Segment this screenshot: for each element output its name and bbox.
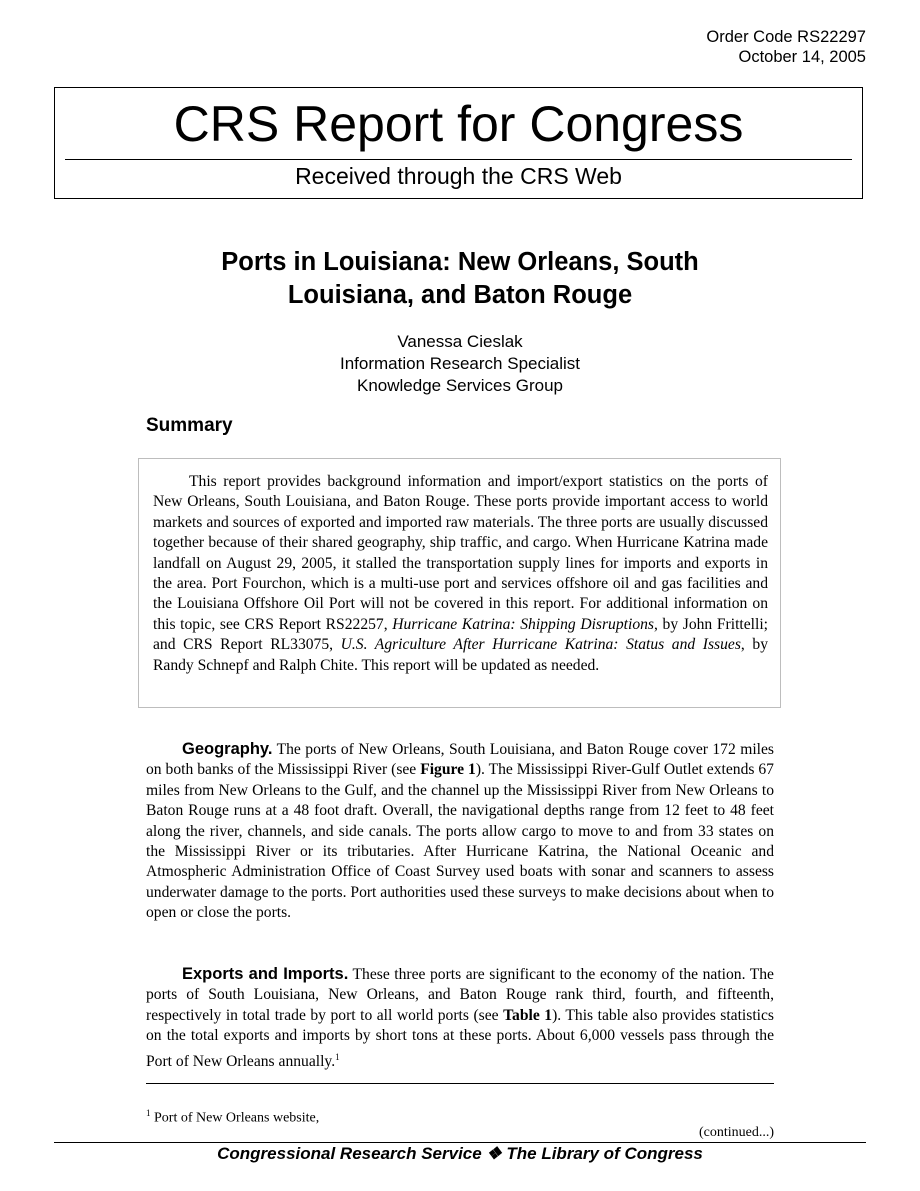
report-title-line-1: Ports in Louisiana: New Orleans, South — [221, 248, 699, 276]
footnote-text: Port of New Orleans website, — [150, 1110, 320, 1126]
banner-subtitle: Received through the CRS Web — [295, 163, 622, 189]
exports-text: These three ports are significant to the economy of the nation. The ports of South Louisiana, New Orleans, and Baton Rouge rank third, fourth, and fifteenth, respectively in total trade by port to all world ports (see — [146, 966, 774, 1024]
geography-text: ). The Mississippi River-Gulf Outlet extends 67 miles from New Orleans to the Gulf, and the channel up the Mississippi River from New Orleans to Baton Rouge runs at a 48 foot draft. Overall, the navigational depths range from 12 feet to 48 feet along the river, channels, and side canals. The ports allow cargo to move to and from 33 states on the Mississippi River or its tributaries. After Hurricane Katrina, the National Oceanic and Atmospheric Administration Office of Coast Survey used boats with sonar and scanners to assess underwater damage to the ports. Port authorities used these surveys to make decisions about when to open or close the ports. — [146, 761, 774, 922]
crs-report-link-rs22257: Hurricane Katrina: Shipping Disruptions — [392, 615, 654, 633]
page-footer: Congressional Research Service ❖ The Library of Congress — [217, 1144, 703, 1163]
summary-text-part: , by John Frittelli; and CRS Report RL33075, — [153, 615, 768, 654]
summary-text-part: , by Randy Schnepf and Ralph Chite. This report will be updated as needed. — [153, 636, 768, 674]
author-group: Knowledge Services Group — [356, 376, 563, 395]
footnote-number: 1 — [146, 1108, 151, 1118]
banner-divider — [65, 159, 852, 160]
order-code: Order Code RS22297 — [706, 28, 866, 46]
footnote-continued: (continued...) — [698, 1125, 774, 1140]
summary-text — [153, 472, 768, 676]
author-name: Vanessa Cieslak — [397, 332, 523, 351]
geography-heading: Geography. — [182, 740, 273, 758]
author-title: Information Research Specialist — [339, 354, 580, 373]
summary-box — [138, 458, 781, 708]
summary-text-part: This report provides background information and import/export statistics on the ports of New Orleans, South Louisiana, and Baton Rouge. These ports provide important access to world markets and sources of exported and imported raw materials. The three ports are usually discussed together because of their shared geography, ship traffic, and cargo. When Hurricane Katrina made landfall on August 29, 2005, it stalled the transportation supply lines for imports and exports in the area. Port Fourchon, which is a multi-use port and services offshore oil and gas facilities and the Louisiana Offshore Oil Port will not be covered in this report. For additional information on this topic, see CRS Report RS22257, — [153, 473, 768, 633]
geography-text: The ports of New Orleans, South Louisiana, and Baton Rouge cover 172 miles on both banks of the Mississippi River (see — [146, 741, 774, 779]
report-title — [0, 246, 920, 312]
author-block — [0, 331, 920, 397]
report-title-line-2: Louisiana, and Baton Rouge — [287, 281, 633, 309]
report-date: October 14, 2005 — [738, 48, 866, 66]
footnote-marker: 1 — [335, 1051, 340, 1062]
banner-title: CRS Report for Congress — [173, 96, 744, 152]
geography-paragraph — [146, 739, 774, 924]
table-1-reference: Table 1 — [503, 1006, 553, 1024]
footnote-divider — [146, 1083, 774, 1084]
crs-report-link-rl33075: U.S. Agriculture After Hurricane Katrina: Status and Issues — [340, 636, 741, 654]
summary-heading: Summary — [146, 415, 233, 436]
exports-imports-heading: Exports and Imports. — [182, 965, 349, 983]
figure-1-reference: Figure 1 — [420, 761, 476, 779]
exports-imports-paragraph — [146, 964, 774, 1072]
crs-banner — [54, 87, 863, 199]
footnote — [146, 1104, 319, 1128]
exports-text: ). This table also provides statistics on the total exports and imports by short tons at these ports. About 6,000 vessels pass through the Port of New Orleans annually. — [146, 1006, 774, 1070]
report-header — [706, 27, 866, 67]
